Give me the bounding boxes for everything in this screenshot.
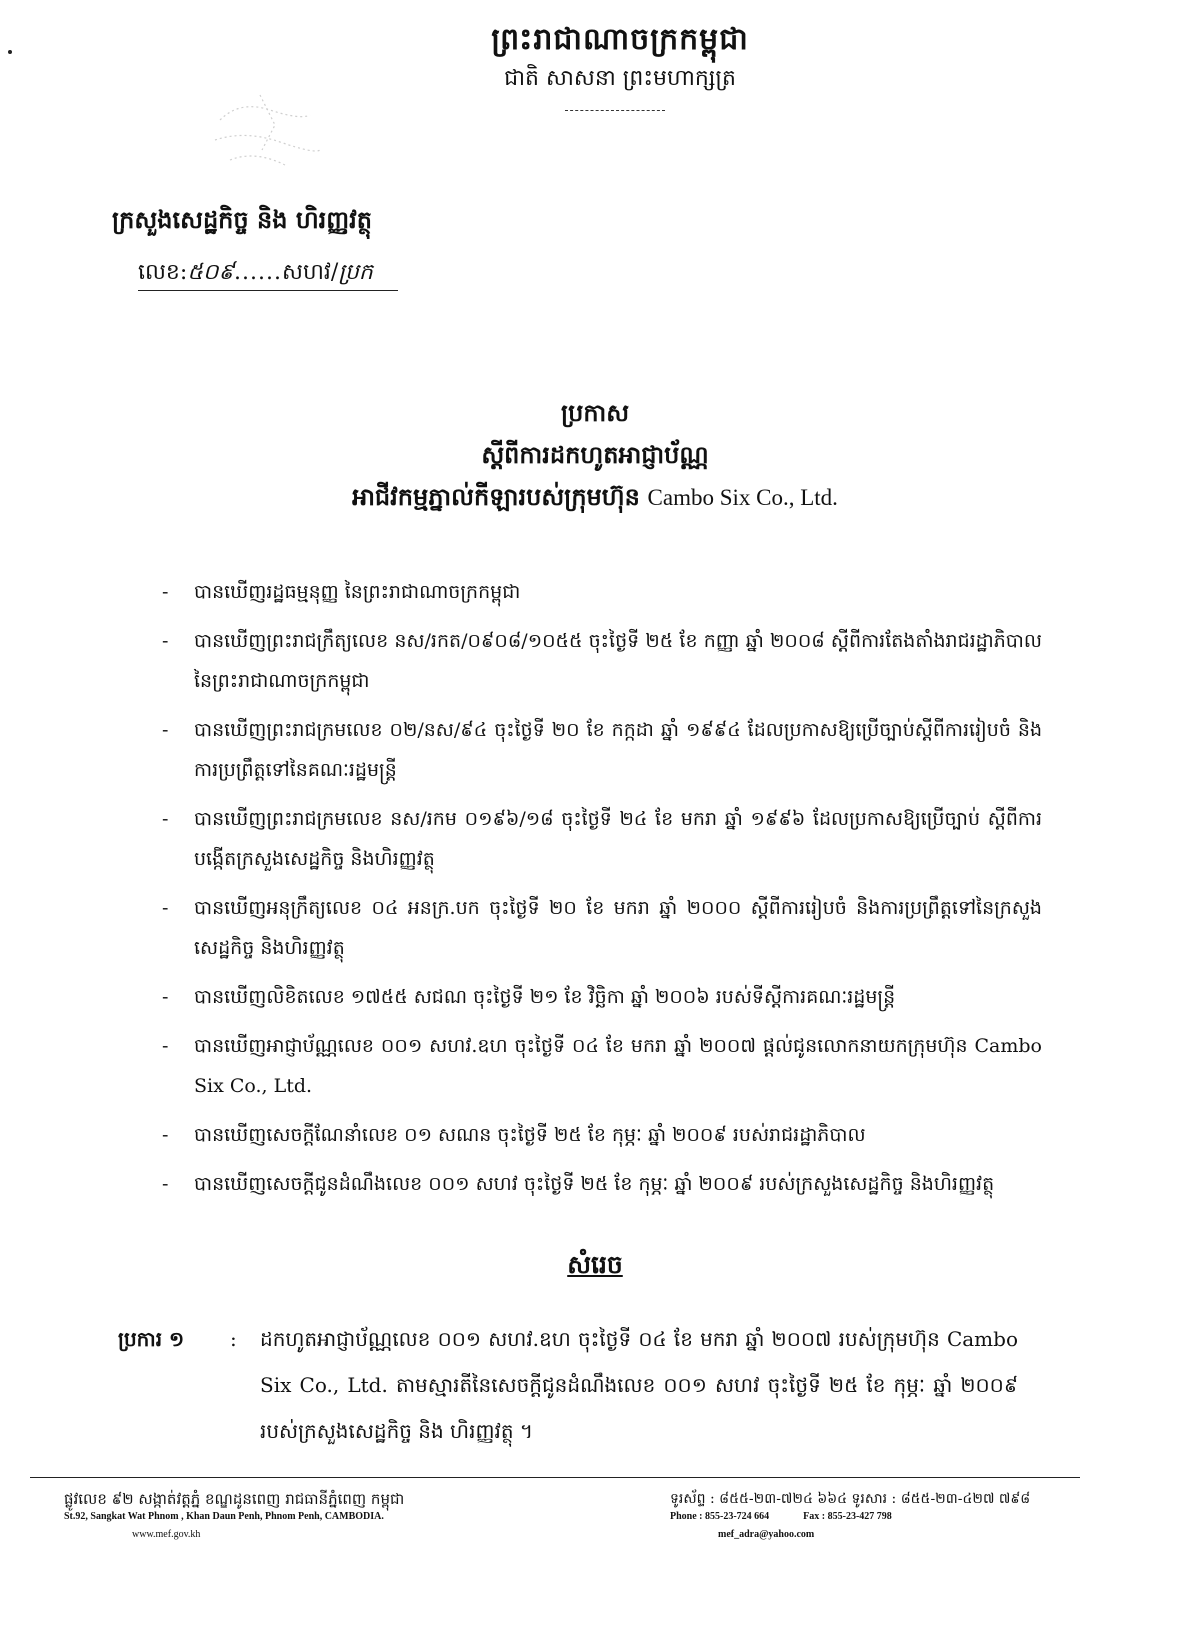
website: www.mef.gov.kh: [132, 1529, 201, 1540]
ref-code-handwritten: ប្រក: [338, 260, 373, 285]
footer-contact: [670, 1490, 1110, 1544]
article-colon: :: [230, 1327, 237, 1351]
email: mef_adra@yahoo.com: [718, 1529, 815, 1540]
faded-stamp-image: [200, 80, 330, 190]
decision-heading-text: សំរេច: [567, 1250, 623, 1279]
phone-fax-english: [670, 1508, 1110, 1526]
company-name: Cambo Six Co., Ltd.: [647, 485, 838, 510]
visa-text: បានឃើញព្រះរាជក្រមលេខ ០២/នស/៩៤ ចុះថ្ងៃទី ២០ ខែ កក្កដា ឆ្នាំ ១៩៩៤ ដែលប្រកាសឱ្យប្រើច្បាប់ស្តីពីការរៀបចំ និងការប្រព្រឹត្តទៅនៃគណៈរដ្ឋមន្ត្រី: [194, 719, 1042, 781]
fax-english: Fax : 855-23-427 798: [803, 1511, 892, 1522]
ministry-name: ក្រសួងសេដ្ឋកិច្ច និង ហិរញ្ញវត្ថុ: [112, 205, 372, 234]
decree-title: ប្រកាស: [560, 398, 630, 427]
address-khmer: ផ្លូវលេខ ៩២ សង្កាត់វត្តភ្នំ ខណ្ឌដូនពេញ រាជធានីភ្នំពេញ កម្ពុជា: [64, 1490, 405, 1508]
visa-text: បានឃើញអាជ្ញាប័ណ្ណលេខ ០០១ សហវ.ឧហ ចុះថ្ងៃទី ០៤ ខែ មករា ឆ្នាំ ២០០៧ ផ្តល់ជូនលោកនាយកក្រុមហ៊ុន Cambo Six Co., Ltd.: [194, 1035, 1042, 1097]
footer-divider: [30, 1477, 1080, 1478]
visa-item: - បានឃើញអនុក្រឹត្យលេខ ០៤ អនក្រ.បក ចុះថ្ងៃទី ២០ ខែ មករា ឆ្នាំ ២០០០ ស្តីពីការរៀបចំ និងការប្រព្រឹត្តទៅនៃក្រសួងសេដ្ឋកិច្ច និងហិរញ្ញវត្ថុ: [162, 897, 1042, 959]
decree-subject-line1: ស្តីពីការដកហូតអាជ្ញាប័ណ្ណ: [481, 440, 709, 469]
visa-item: - បានឃើញសេចក្តីជូនដំណឹងលេខ ០០១ សហវ ចុះថ្ងៃទី ២៥ ខែ កុម្ភៈ ឆ្នាំ ២០០៩ របស់ក្រសួងសេដ្ឋកិច្ច និងហិរញ្ញវត្ថុ: [162, 1173, 995, 1195]
ref-suffix: សហវ/: [282, 260, 339, 285]
kingdom-heading: ព្រះរាជាណាចក្រកម្ពុជា: [491, 22, 749, 57]
ref-dots: ......: [234, 260, 283, 285]
visa-item: - បានឃើញអាជ្ញាប័ណ្ណលេខ ០០១ សហវ.ឧហ ចុះថ្ងៃទី ០៤ ខែ មករា ឆ្នាំ ២០០៧ ផ្តល់ជូនលោកនាយកក្រុមហ៊ុន Cambo Six Co., Ltd.: [162, 1035, 1042, 1097]
visa-text: បានឃើញសេចក្តីណែនាំលេខ ០១ សណន ចុះថ្ងៃទី ២៥ ខែ កុម្ភៈ ឆ្នាំ ២០០៩ របស់រាជរដ្ឋាភិបាល: [194, 1124, 866, 1146]
motto-divider: [565, 110, 665, 111]
stray-mark: [8, 50, 12, 54]
footer-address: [64, 1490, 584, 1544]
visa-text: បានឃើញព្រះរាជក្រឹត្យលេខ នស/រកត/០៩០៨/១០៥៥ ចុះថ្ងៃទី ២៥ ខែ កញ្ញា ឆ្នាំ ២០០៨ ស្តីពីការតែងតាំងរាជរដ្ឋាភិបាល នៃព្រះរាជាណាចក្រកម្ពុជា: [194, 630, 1042, 692]
phone-khmer: ទូរស័ព្ទ : ៨៥៥-២៣-៧២៤ ៦៦៤ ទូរសារ : ៨៥៥-២៣-៤២៧ ៧៩៨: [670, 1491, 1031, 1507]
visa-item: - បានឃើញសេចក្តីណែនាំលេខ ០១ សណន ចុះថ្ងៃទី ២៥ ខែ កុម្ភៈ ឆ្នាំ ២០០៩ របស់រាជរដ្ឋាភិបាល: [162, 1124, 866, 1146]
visa-list: [162, 572, 1042, 1213]
phone-english: Phone : 855-23-724 664: [670, 1511, 770, 1522]
article-1: [118, 1316, 1018, 1454]
visa-item: - បានឃើញព្រះរាជក្រឹត្យលេខ នស/រកត/០៩០៨/១០៥៥ ចុះថ្ងៃទី ២៥ ខែ កញ្ញា ឆ្នាំ ២០០៨ ស្តីពីការតែងតាំងរាជរដ្ឋាភិបាល នៃព្រះរាជាណាចក្រកម្ពុជា: [162, 630, 1042, 692]
ref-prefix: លេខ:: [138, 260, 188, 285]
visa-text: បានឃើញរដ្ឋធម្មនុញ្ញ នៃព្រះរាជាណាចក្រកម្ពុជា: [194, 581, 521, 603]
article-label: ប្រការ ១: [118, 1327, 185, 1351]
decree-subject-text: អាជីវកម្មភ្នាល់កីឡារបស់ក្រុមហ៊ុន: [352, 482, 640, 511]
article-text: ដកហូតអាជ្ញាប័ណ្ណលេខ ០០១ សហវ.ឧហ ចុះថ្ងៃទី ០៤ ខែ មករា ឆ្នាំ ២០០៧ របស់ក្រុមហ៊ុន Cambo Six Co., Ltd. តាមស្មារតីនៃសេចក្តីជូនដំណឹងលេខ ០០១ សហវ ចុះថ្ងៃទី ២៥ ខែ កុម្ភៈ ឆ្នាំ ២០០៩ របស់ក្រសួងសេដ្ឋកិច្ច និង ហិរញ្ញវត្ថុ ។: [260, 1327, 1018, 1443]
decree-subject-line2: [0, 482, 1190, 517]
visa-text: បានឃើញលិខិតលេខ ១៧៥៥ សជណ ចុះថ្ងៃទី ២១ ខែ វិច្ឆិកា ឆ្នាំ ២០០៦ របស់ទីស្តីការគណៈរដ្ឋមន្ត្រី: [194, 986, 896, 1008]
ref-underline: [138, 290, 398, 291]
visa-item: - បានឃើញព្រះរាជក្រមលេខ ០២/នស/៩៤ ចុះថ្ងៃទី ២០ ខែ កក្កដា ឆ្នាំ ១៩៩៤ ដែលប្រកាសឱ្យប្រើច្បាប់ស្តីពីការរៀបចំ និងការប្រព្រឹត្តទៅនៃគណៈរដ្ឋមន្ត្រី: [162, 719, 1042, 781]
visa-text: បានឃើញព្រះរាជក្រមលេខ នស/រកម ០១៩៦/១៨ ចុះថ្ងៃទី ២៤ ខែ មករា ឆ្នាំ ១៩៩៦ ដែលប្រកាសឱ្យប្រើច្បាប់ ស្តីពីការបង្កើតក្រសួងសេដ្ឋកិច្ច និងហិរញ្ញវត្ថុ: [194, 808, 1042, 870]
address-english: St.92, Sangkat Wat Phnom , Khan Daun Penh, Phnom Penh, CAMBODIA.: [64, 1511, 384, 1522]
national-motto: ជាតិ សាសនា ព្រះមហាក្សត្រ: [504, 66, 736, 91]
ref-number-handwritten: ៥០៩: [187, 260, 235, 285]
visa-item: - បានឃើញព្រះរាជក្រមលេខ នស/រកម ០១៩៦/១៨ ចុះថ្ងៃទី ២៤ ខែ មករា ឆ្នាំ ១៩៩៦ ដែលប្រកាសឱ្យប្រើច្បាប់ ស្តីពីការបង្កើតក្រសួងសេដ្ឋកិច្ច និងហិរញ្ញវត្ថុ: [162, 808, 1042, 870]
visa-text: បានឃើញសេចក្តីជូនដំណឹងលេខ ០០១ សហវ ចុះថ្ងៃទី ២៥ ខែ កុម្ភៈ ឆ្នាំ ២០០៩ របស់ក្រសួងសេដ្ឋកិច្ច និងហិរញ្ញវត្ថុ: [194, 1173, 995, 1195]
decision-heading: [0, 1250, 1190, 1286]
reference-number: [138, 258, 373, 290]
visa-item: - បានឃើញលិខិតលេខ ១៧៥៥ សជណ ចុះថ្ងៃទី ២១ ខែ វិច្ឆិកា ឆ្នាំ ២០០៦ របស់ទីស្តីការគណៈរដ្ឋមន្ត្រី: [162, 986, 896, 1008]
visa-text: បានឃើញអនុក្រឹត្យលេខ ០៤ អនក្រ.បក ចុះថ្ងៃទី ២០ ខែ មករា ឆ្នាំ ២០០០ ស្តីពីការរៀបចំ និងការប្រព្រឹត្តទៅនៃក្រសួងសេដ្ឋកិច្ច និងហិរញ្ញវត្ថុ: [194, 897, 1042, 959]
visa-item: - បានឃើញរដ្ឋធម្មនុញ្ញ នៃព្រះរាជាណាចក្រកម្ពុជា: [162, 581, 521, 603]
